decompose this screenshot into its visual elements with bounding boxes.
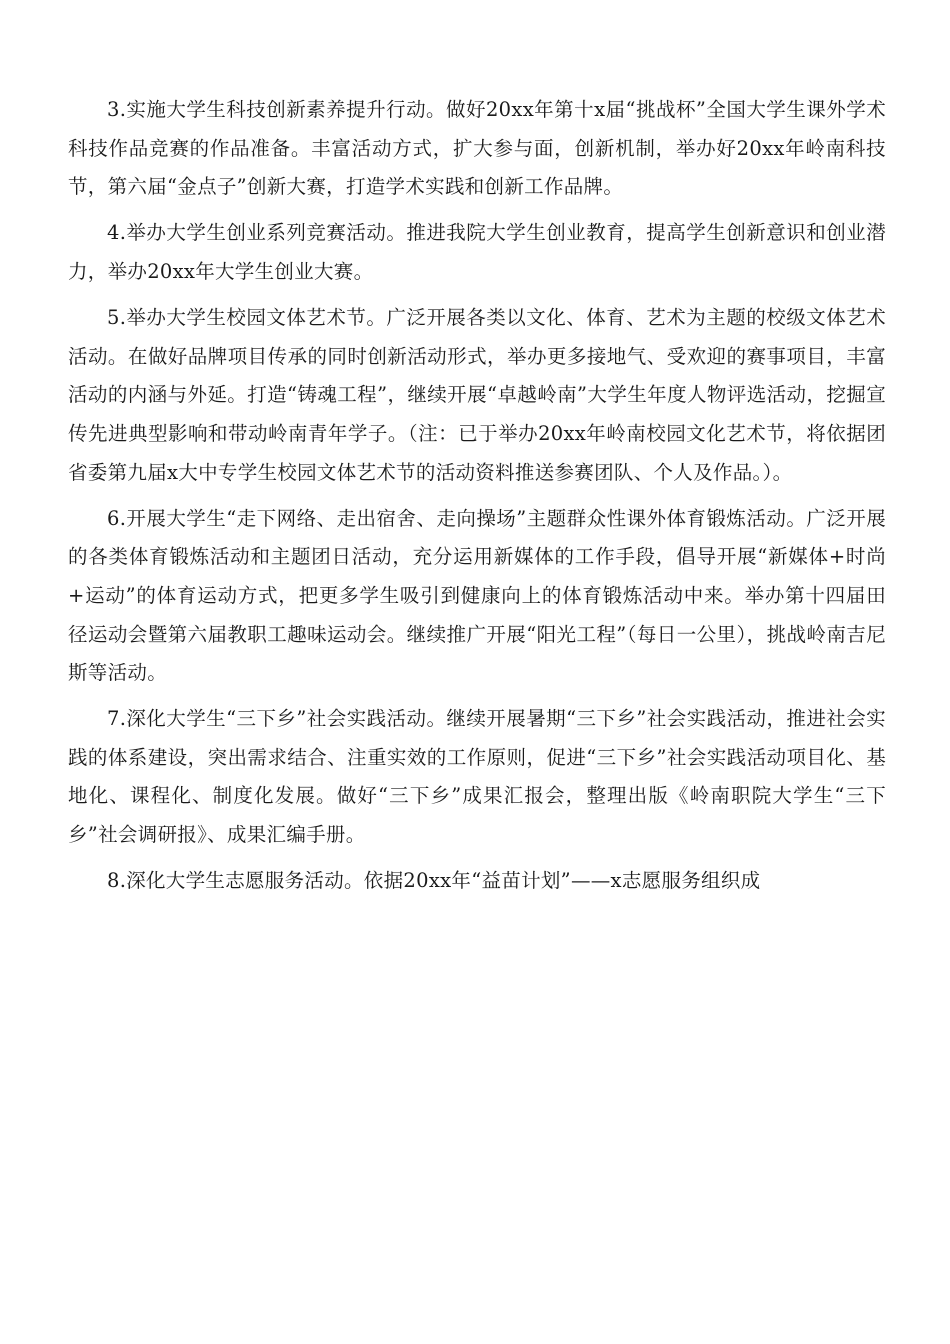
paragraph-item-3: 3.实施大学生科技创新素养提升行动。做好20xx年第十x届“挑战杯”全国大学生课外学术科技作品竞赛的作品准备。丰富活动方式，扩大参与面，创新机制，举办好20xx年岭南科技节，第六届“金点子”创新大赛，打造学术实践和创新工作品牌。 (68, 98, 886, 199)
paragraph-item-4: 4.举办大学生创业系列竞赛活动。推进我院大学生创业教育，提高学生创新意识和创业潜力，举办20xx年大学生创业大赛。 (68, 221, 886, 283)
paragraph-item-7: 7.深化大学生“三下乡”社会实践活动。继续开展暑期“三下乡”社会实践活动，推进社会实践的体系建设，突出需求结合、注重实效的工作原则，促进“三下乡”社会实践活动项目化、基地化、课程化、制度化发展。做好“三下乡”成果汇报会，整理出版《岭南职院大学生“三下乡”社会调研报》、成果汇编手册。 (68, 707, 886, 847)
paragraph-item-8: 8.深化大学生志愿服务活动。依据20xx年“益苗计划”——x志愿服务组织成 (107, 869, 761, 893)
document-body (68, 91, 886, 908)
paragraph-item-6: 6.开展大学生“走下网络、走出宿舍、走向操场”主题群众性课外体育锻炼活动。广泛开展的各类体育锻炼活动和主题团日活动，充分运用新媒体的工作手段，倡导开展“新媒体+时尚+运动”的体育运动方式，把更多学生吸引到健康向上的体育锻炼活动中来。举办第十四届田径运动会暨第六届教职工趣味运动会。继续推广开展“阳光工程”（每日一公里），挑战岭南吉尼斯等活动。 (68, 506, 886, 685)
paragraph-item-5: 5.举办大学生校园文体艺术节。广泛开展各类以文化、体育、艺术为主题的校级文体艺术活动。在做好品牌项目传承的同时创新活动形式，举办更多接地气、受欢迎的赛事项目，丰富活动的内涵与外延。打造“铸魂工程”，继续开展“卓越岭南”大学生年度人物评选活动，挖掘宣传先进典型影响和带动岭南青年学子。（注：已于举办20xx年岭南校园文化艺术节，将依据团省委第九届x大中专学生校园文体艺术节的活动资料推送参赛团队、个人及作品。）。 (68, 306, 886, 484)
